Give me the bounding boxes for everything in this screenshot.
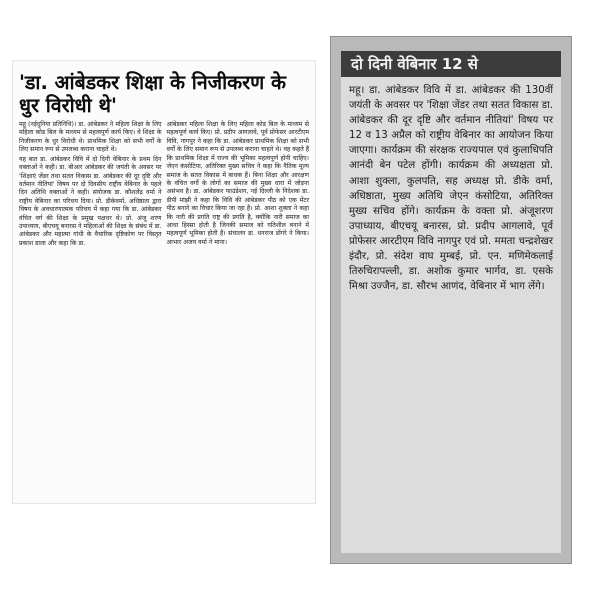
left-news-clipping (12, 60, 316, 504)
right-clipping-paper (341, 51, 561, 553)
left-column-1 (19, 121, 162, 249)
right-news-clipping (330, 36, 572, 564)
col1-paragraph-1: महू (नईदुनिया प्रतिनिधि)। डा. आंबेडकर ने महिला शिक्षा के लिए महिला कोड बिल के माध्यम से महत्वपूर्ण कार्य किए। वे शिक्षा के निजीकरण के धुर विरोधी थे। प्राथमिक शिक्षा को सभी वर्गों के लिए समान रूप से उपलब्ध कराना चाहते थे। (19, 121, 162, 154)
right-headline-banner: दो दिनी वेबिनार 12 से (341, 51, 561, 77)
col1-paragraph-2: यह बात डा. आंबेडकर विवि में दो दिनी वेबिनार के प्रथम दिन वक्ताओं ने कही। डा. बीआर आंबेडकर की जयंती के अवसर पर 'शिक्षाएं जेंडर तथा सतत विकास डा. आंबेडकर की दूर दृष्टि और वर्तमान नीतियां' विषय पर दो दिवसीय राष्ट्रीय वेबिनार के पहले दिन अतिथि वक्ताओं ने कही। संयोजक डा. कौशलेंद्र वर्मा ने राष्ट्रीय वेबिनार का परिचय दिया। प्रो. डीकेवर्मा, अधिष्ठाता द्वारा विषय के अवधारणात्मक परिचय में कहा गया कि डा. आंबेडकर वंचित वर्ग की शिक्षा के प्रमुख पक्षधर थे। प्रो. अंजू शरण उपाध्याय, बीएचयू बनारस ने महिलाओं की शिक्षा के संबंध में डा. आंबेडकर और महात्मा गांधी के वैचारिक दृष्टिकोण पर विस्तृत प्रकाश डाला और कहा कि डा. (19, 155, 162, 247)
right-article-body: महू। डा. आंबेडकर विवि में डा. आंबेडकर की 130वीं जयंती के अवसर पर 'शिक्षा जेंडर तथा सतत विकास डा. आंबेडकर की दूर दृष्टि और वर्तमान नीतियां' विषय पर 12 व 13 अप्रैल को राष्ट्रीय वेबिनार का आयोजन किया जाएगा। कार्यक्रम की संरक्षक राज्यपाल एवं कुलाधिपति आनंदी बेन पटेल होंगी। कार्यक्रम की अध्यक्षता प्रो. आशा शुक्ला, कुलपति, सह अध्यक्ष प्रो. डीके वर्मा, अधिष्ठाता, मुख्य अतिथि जेएन कंसोटिया, अतिरिक्त मुख्य सचिव होंगे। कार्यक्रम के वक्ता प्रो. अंजूशरण उपाध्याय, बीएचयू बनारस, प्रो. प्रदीप आगलावे, पूर्व प्रोफेसर आरटीएम विवि नागपुर एवं प्रो. ममता चन्द्रशेखर इंदौर, प्रो. संदेश वाघ मुम्बई, प्रो. एन. मणिमेकलाई तिरुचिरापल्ली, डा. अशोक कुमार भार्गव, डा. एसके मिश्रा उज्जैन, डा. सौरभ आणंद, वेबिनार में भाग लेंगे। (349, 85, 553, 293)
left-headline: 'डा. आंबेडकर शिक्षा के निजीकरण के धुर विरोधी थे' (19, 71, 286, 117)
col2-paragraph-1: आंबेडकर महिला शिक्षा के लिए महिला कोड बिल के माध्यम से महत्वपूर्ण कार्य किए। प्रो. प्रदीप आगलावे, पूर्व प्रोफेसर आरटीएम विवि, नागपुर ने कहा कि डा. आंबेडकर प्राथमिक शिक्षा को सभी वर्गों के लिए समान रूप से उपलब्ध कराना चाहते थे। वह कहते हैं कि प्राथमिक शिक्षा में राज्य की भूमिका महत्वपूर्ण होनी चाहिए। जेएन कंसोटिया, अतिरिक्त मुख्य सचिव ने कहा कि नैतिक मूल्य समाज के सतत विकास में बाधक हैं। बिना शिक्षा और आरक्षण के वंचित वर्गों के लोगों का समाज की मुख्य धारा में जोड़ना असंभव है। डा. आंबेडकर फाउंडेशन, नई दिल्ली के निदेशक डा. डीपी मांझी ने कहा कि विवि की आंबेडकर पीठ को एक मेंटर पीठ बनाने का विचार किया जा रहा है। प्रो. आशा शुक्ला ने कहा कि नारी की प्रगति राष्ट्र की प्रगति है, क्योंकि नारी समाज का आधा हिस्सा होती है जिनकी समाज को गतिशील बनाने में महत्वपूर्ण भूमिका होती है। संचालन डा. धनराज डोंगरे ने किया। आभार अजय वर्मा ने माना। (166, 121, 310, 246)
left-article-columns (19, 121, 309, 249)
left-column-2 (167, 121, 310, 249)
